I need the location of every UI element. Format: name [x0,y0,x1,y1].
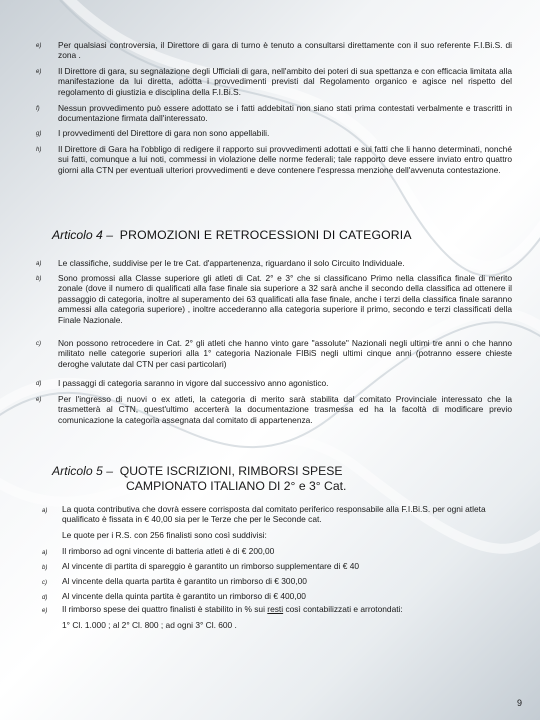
reimbursement-item-text: Al vincente di partita di spareggio è garantito un rimborso supplementare di € 40 [62,561,360,571]
list-item-mark: e) [36,69,42,75]
page-number: 9 [516,698,522,708]
article-5-title-line1: QUOTE ISCRIZIONI, RIMBORSI SPESE [119,464,343,478]
list-item-text: I passaggi di categoria saranno in vigore dal successivo anno agonistico. [58,378,329,388]
list-item-mark: a) [36,261,42,267]
reimbursement-item-mark: b) [42,565,48,571]
reimbursement-item-text: Al vincente della quarta partita è garantito un rimborso di € 300,00 [62,576,307,586]
article-5-prize-line: 1° Cl. 1.000 ; al 2° Cl. 800 ; ad ogni 3° Cl. 600 . [62,620,237,630]
reimbursement-item-mark: a) [42,550,48,556]
list-item-mark: g) [36,131,42,137]
article-4-label: Articolo 4 – [52,228,113,242]
list-item-text: Le classifiche, suddivise per le tre Cat. d'appartenenza, riguardano il solo Circuito Individuale. [58,258,405,268]
list-item-text: Non possono retrocedere in Cat. 2° gli atleti che hanno vinto gare "assolute" Nazionali negli ultimi tre anni o che hanno militato nelle categorie superiori alla 1° categoria Nazionale FIBiS negli ultimi cinque anni (potranno essere chieste deroghe valutate dal CTN per casi particolari) [58,338,512,369]
list-item-text: Sono promossi alla Classe superiore gli atleti di Cat. 2° e 3° che si classificano Primo nella classifica finale di merito zonale (dove il numero di qualificati alla fase finale sia superiore a 32 sarà anche il secondo della classifica ad ottenere il passaggio di categoria, inoltre al superamento dei 63 qualificati alla fase finale, anche i terzi della classifica finale saranno ammessi alla categoria superiore) , inoltre accederanno alla categoria superiore il primo, secondo e terzi classificati della Finale Nazionale. [58,273,512,325]
list-item-text: Per l'ingresso di nuovi o ex atleti, la categoria di merito sarà stabilita dal comitato Provinciale interessato che la trasmetterà al CTN, quest'ultimo accerterà la documentazione trasmessa ed ha la facoltà di modificare previo comunicazione la categoria assegnata dal comitato di appartenenza. [58,394,512,425]
article-5-intro: Le quote per i R.S. con 256 finalisti sono così suddivisi: [62,530,267,540]
article-5-item-e-pre: Il rimborso spese dei quattro finalisti è stabilito in % sui [62,604,268,614]
list-item-mark: e) [36,43,42,49]
list-item-text: Il Direttore di Gara ha l'obbligo di redigere il rapporto sui provvedimenti adottati e sui fatti che li hanno determinati, nonché sui fatti, comunque a lui noti, commessi in violazione delle norme federali; tale rapporto deve essere inviato entro quattro giorni alla CTN per eventuali ulteriori provvedimenti e deve contenere l'espressa menzione dell'avvenuta contestazione. [58,144,512,175]
article-4-title: PROMOZIONI E RETROCESSIONI DI CATEGORIA [119,228,412,242]
list-item-text: Il Direttore di gara, su segnalazione degli Ufficiali di gara, nell'ambito dei poteri di sua spettanza e con efficacia limitata alla manifestazione da lui diretta, adotta i provvedimenti previsti dal Regolamento organico e agisce nel rispetto del regolamento di giustizia e disciplina della F.I.Bi.S. [58,66,512,97]
list-item-mark: b) [36,276,42,282]
reimbursement-item-text: Il rimborso ad ogni vincente di batteria atleti è di € 200,00 [62,546,275,556]
article-5-heading [52,464,346,494]
list-item-text: Nessun provvedimento può essere adottato se i fatti addebitati non siano stati prima contestati verbalmente e trascritti in documentazione firmata dall'interessato. [58,103,512,124]
list-item-mark: h) [36,147,42,153]
list-item-mark: d) [36,381,42,387]
reimbursement-item-mark: c) [42,580,47,586]
list-item-mark: f) [36,106,40,112]
list-item-mark: e) [36,397,42,403]
list-item-text: I provvedimenti del Direttore di gara non sono appellabili. [58,128,270,138]
reimbursement-item-text: Al vincente della quinta partita è garantito un rimborso di € 400,00 [62,591,306,601]
list-item-text: Per qualsiasi controversia, il Direttore di gara di turno è tenuto a consultarsi direttamente con il suo referente F.I.Bi.S. di zona . [58,40,512,61]
reimbursement-item-mark: d) [42,595,48,601]
list-item-mark: c) [36,341,41,347]
article-5-title-line2: CAMPIONATO ITALIANO DI 2° e 3° Cat. [126,479,347,493]
article-5-item-e-post: così contabilizzati e arrotondati: [283,604,403,614]
article-5-item-e-mark: e) [42,608,48,614]
article-4-heading [52,228,412,242]
article-5-label: Articolo 5 – [52,464,113,478]
article-5-item-a-text: La quota contributiva che dovrà essere corrisposta dal comitato periferico responsabile alla F.I.Bi.S. per ogni atleta qualificato è fissata in € 40,00 sia per le Terze che per le Seconde cat. [62,504,486,525]
article-5-item-a-mark: a) [42,508,48,514]
article-5-item-e-text [62,604,512,614]
article-5-item-e-underlined: resti [267,604,284,614]
